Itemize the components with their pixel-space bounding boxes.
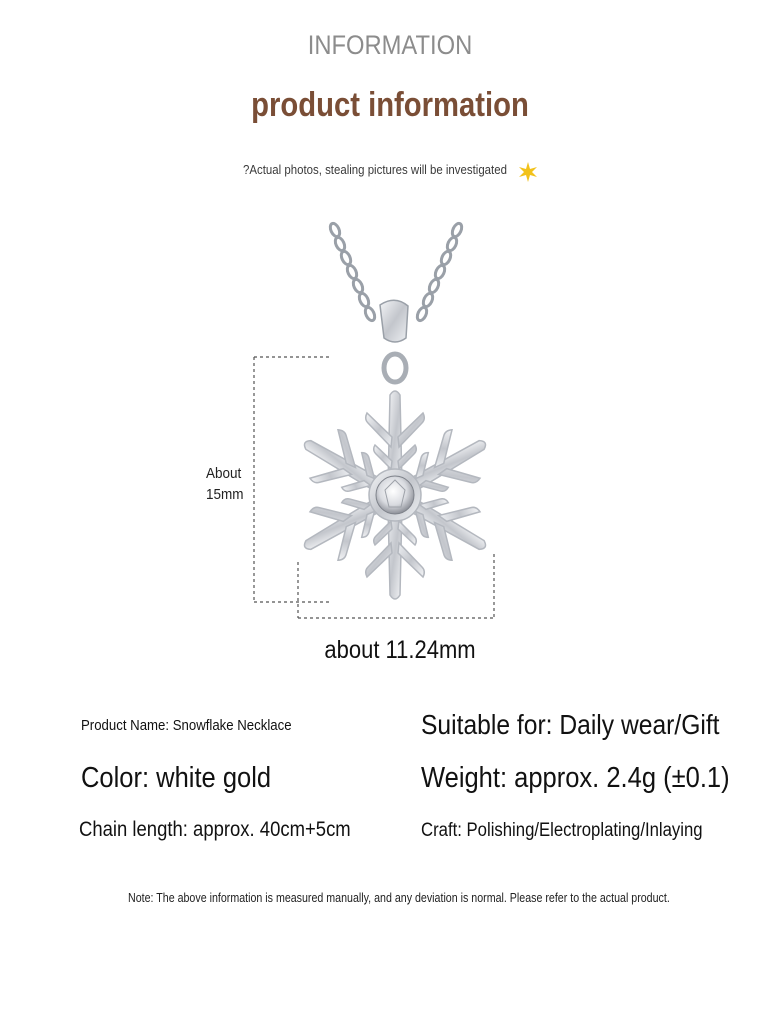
measurement-note: Note: The above information is measured manually, and any deviation is normal. Please refer to the actual product. — [128, 890, 670, 905]
snowflake-pendant — [290, 391, 499, 599]
height-label-line1: About — [206, 465, 242, 482]
sparkle-icon — [517, 161, 539, 183]
pendant-bail — [380, 300, 408, 342]
spec-color: Color: white gold — [81, 762, 272, 794]
section-heading-english: INFORMATION — [307, 30, 473, 60]
page-title: product information — [251, 86, 529, 124]
spec-craft: Craft: Polishing/Electroplating/Inlaying — [421, 820, 703, 841]
height-label-line2: 15mm — [206, 486, 244, 503]
chain-right — [415, 222, 463, 322]
spec-product-name: Product Name: Snowflake Necklace — [81, 717, 292, 734]
spec-weight: Weight: approx. 2.4g (±0.1) — [421, 762, 730, 794]
spec-chain-length: Chain length: approx. 40cm+5cm — [79, 818, 351, 841]
snowflake-necklace-image — [200, 210, 540, 630]
chain-left — [328, 222, 376, 322]
authenticity-notice: ?Actual photos, stealing pictures will be investigated — [243, 162, 507, 177]
width-dimension-label: about 11.24mm — [324, 636, 476, 664]
height-dimension-label — [206, 463, 244, 505]
spec-suitable-for: Suitable for: Daily wear/Gift — [421, 709, 720, 740]
